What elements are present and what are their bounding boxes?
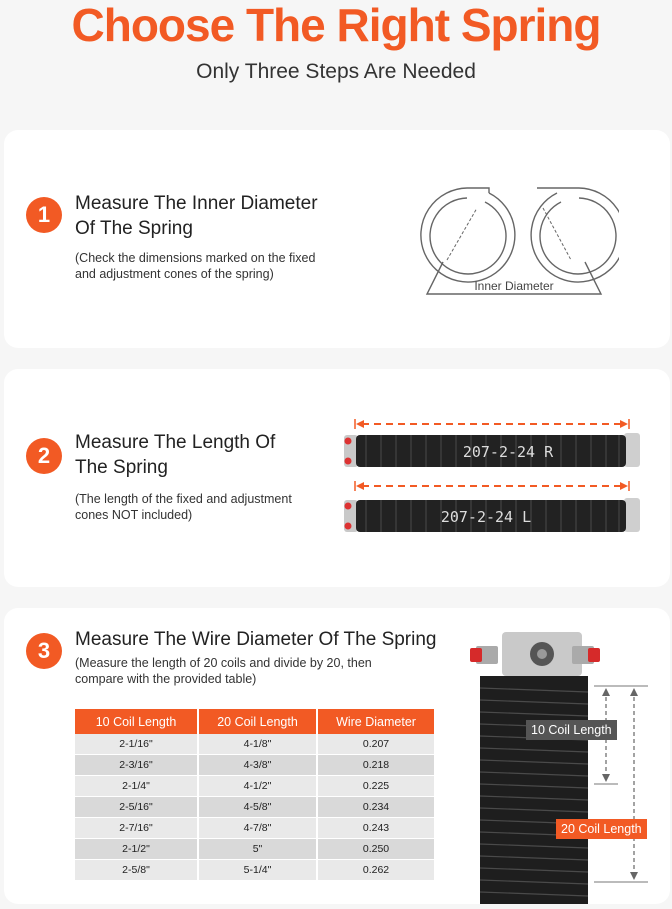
step-1-number: 1 bbox=[26, 197, 62, 233]
step-2-note-line1: (The length of the fixed and adjustment bbox=[75, 492, 292, 506]
table-header-row bbox=[75, 709, 434, 734]
step-3-title: Measure The Wire Diameter Of The Spring bbox=[75, 629, 437, 650]
table-cell: 2-3/16" bbox=[75, 755, 198, 776]
step-1-title-line2: Of The Spring bbox=[75, 218, 193, 239]
step-1-note-line1: (Check the dimensions marked on the fixed bbox=[75, 251, 316, 265]
step-1-card bbox=[4, 130, 670, 348]
table-cell: 2-5/16" bbox=[75, 797, 198, 818]
table-cell: 4-7/8" bbox=[198, 818, 317, 839]
callout-20-coil: 20 Coil Length bbox=[556, 819, 647, 839]
table-row bbox=[75, 797, 434, 818]
page-subtitle: Only Three Steps Are Needed bbox=[196, 60, 476, 83]
table-header: 20 Coil Length bbox=[198, 709, 317, 734]
spring-top-label: 207-2-24 R bbox=[462, 443, 554, 461]
table-cell: 4-5/8" bbox=[198, 797, 317, 818]
step-3-note-line2: compare with the provided table) bbox=[75, 672, 257, 686]
spring-bottom-label: 207-2-24 L bbox=[440, 508, 532, 526]
step-2-title-line2: The Spring bbox=[75, 457, 168, 478]
table-cell: 2-1/4" bbox=[75, 776, 198, 797]
step-3-note-line1: (Measure the length of 20 coils and divide by 20, then bbox=[75, 656, 372, 670]
step-1-note-line2: and adjustment cones of the spring) bbox=[75, 267, 274, 281]
step-2-number: 2 bbox=[26, 438, 62, 474]
table-cell: 0.243 bbox=[317, 818, 434, 839]
wire-diameter-table bbox=[75, 709, 434, 881]
table-cell: 0.250 bbox=[317, 839, 434, 860]
table-cell: 0.234 bbox=[317, 797, 434, 818]
table-cell: 2-7/16" bbox=[75, 818, 198, 839]
table-cell: 2-1/16" bbox=[75, 734, 198, 755]
table-row bbox=[75, 755, 434, 776]
table-cell: 2-5/8" bbox=[75, 860, 198, 881]
table-cell: 0.225 bbox=[317, 776, 434, 797]
page-title: Choose The Right Spring bbox=[71, 0, 601, 51]
table-cell: 0.207 bbox=[317, 734, 434, 755]
table-cell: 5" bbox=[198, 839, 317, 860]
table-cell: 2-1/2" bbox=[75, 839, 198, 860]
callout-10-coil: 10 Coil Length bbox=[526, 720, 617, 740]
inner-diameter-diagram bbox=[409, 180, 619, 305]
inner-diameter-label: Inner Diameter bbox=[474, 279, 554, 293]
table-cell: 4-3/8" bbox=[198, 755, 317, 776]
table-cell: 0.218 bbox=[317, 755, 434, 776]
step-2-card bbox=[4, 369, 670, 587]
spring-closeup-diagram bbox=[462, 630, 658, 904]
table-cell: 0.262 bbox=[317, 860, 434, 881]
table-header: Wire Diameter bbox=[317, 709, 434, 734]
table-row bbox=[75, 776, 434, 797]
table-cell: 5-1/4" bbox=[198, 860, 317, 881]
table-row bbox=[75, 860, 434, 881]
step-1-title-line1: Measure The Inner Diameter bbox=[75, 193, 318, 214]
table-header: 10 Coil Length bbox=[75, 709, 198, 734]
table-row bbox=[75, 818, 434, 839]
step-3-number: 3 bbox=[26, 633, 62, 669]
table-row bbox=[75, 734, 434, 755]
spring-length-diagram bbox=[336, 411, 648, 545]
step-2-note-line2: cones NOT included) bbox=[75, 508, 193, 522]
step-2-title-line1: Measure The Length Of bbox=[75, 432, 276, 453]
table-cell: 4-1/2" bbox=[198, 776, 317, 797]
table-cell: 4-1/8" bbox=[198, 734, 317, 755]
table-row bbox=[75, 839, 434, 860]
